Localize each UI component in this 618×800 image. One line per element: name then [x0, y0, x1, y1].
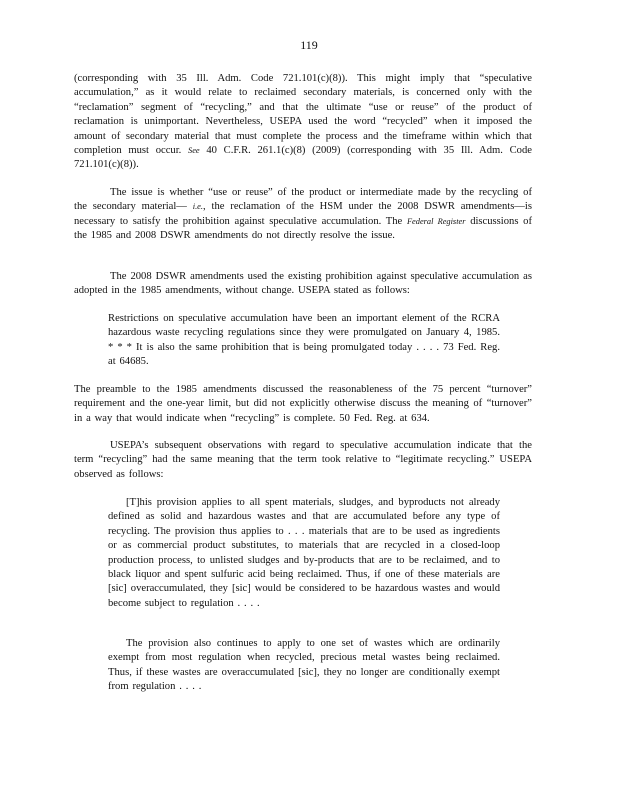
paragraph-3: The 2008 DSWR amendments used the existing prohibition against speculative accumulation as adopted in the 1985 amendments, without change. USEPA stated as follows:	[74, 271, 532, 297]
paragraph-2-text-c: discussions of the 1985 and 2008 DSWR amendments do not directly resolve the issue.	[74, 215, 532, 242]
block-quote-2: [T]his provision applies to all spent materials, sludges, and byproducts not already defined as solid and hazardous wastes and that are accumulated before any type of recycling. The provision thus applies to . . . materials that are to be used as ingredients or as commercial product substitutes, to materials that are recycled in a closed-loop production process, to unlisted sludges and by-products that are to be reclaimed, and to black liquor and spent sulfuric acid being reclaimed. Thus, if one of these materials are [sic] overaccumulated, they [sic] would be considered to be hazardous wastes and would become subject to regulation . . . .	[108, 497, 500, 609]
paragraph-4: The preamble to the 1985 amendments discussed the reasonableness of the 75 percent “turnover” requirement and the one-year limit, but did not explicitly otherwise discuss the meaning of “turnover” in a way that would indicate when “recycling” is complete. 50 Fed. Reg. at 634.	[74, 384, 532, 424]
paragraph-1-text-b: 40 C.F.R. 261.1(c)(8) (2009) (corresponding with 35 Ill. Adm. Code 721.101(c)(8)).	[74, 145, 532, 171]
ie-abbrev: i.e.	[192, 202, 203, 212]
block-quote-1: Restrictions on speculative accumulation have been an important element of the RCRA hazardous waste recycling regulations since they were promulgated on January 4, 1985. * * * It is also the same prohibition that is being promulgated today . . . . 73 Fed. Reg. at 64685.	[108, 313, 500, 368]
block-quote-3: The provision also continues to apply to one set of wastes which are ordinarily exempt from most regulation when recycled, precious metal wastes being reclaimed. Thus, if these wastes are overaccumulated [sic], they no longer are conditionally exempt from regulation . . . .	[108, 638, 500, 693]
see-signal: See	[188, 146, 200, 156]
paragraph-2-text-b: , the reclamation of the HSM under the 2008 DSWR amendments—is necessary to satisfy the prohibition against speculative accumulation. The	[74, 201, 532, 227]
page-number: 119	[300, 38, 318, 52]
paragraph-1	[74, 72, 532, 173]
federal-register-citation: Federal Register	[406, 216, 466, 226]
paragraph-5: USEPA’s subsequent observations with regard to speculative accumulation indicate that the term “recycling” had the same meaning that the term took relative to “legitimate recycling.” USEPA observed as follows:	[74, 440, 532, 480]
paragraph-2-text-a: The issue is whether “use or reuse” of the product or intermediate made by the recycling of the secondary material—	[74, 187, 532, 213]
paragraph-1-text-a: (corresponding with 35 Ill. Adm. Code 721.101(c)(8)). This might imply that “speculative accumulation,” as it would relate to reclaimed secondary materials, is concerned only with the “reclamation” segment of “recycling,” and that the ultimate “use or reuse” of the product of reclamation is unimportant. Nevertheless, USEPA used the word “recycled” when it imposed the amount of secondary material that must complete the process and the timeframe within which that completion must occur.	[74, 73, 532, 157]
paragraph-2	[74, 186, 532, 244]
